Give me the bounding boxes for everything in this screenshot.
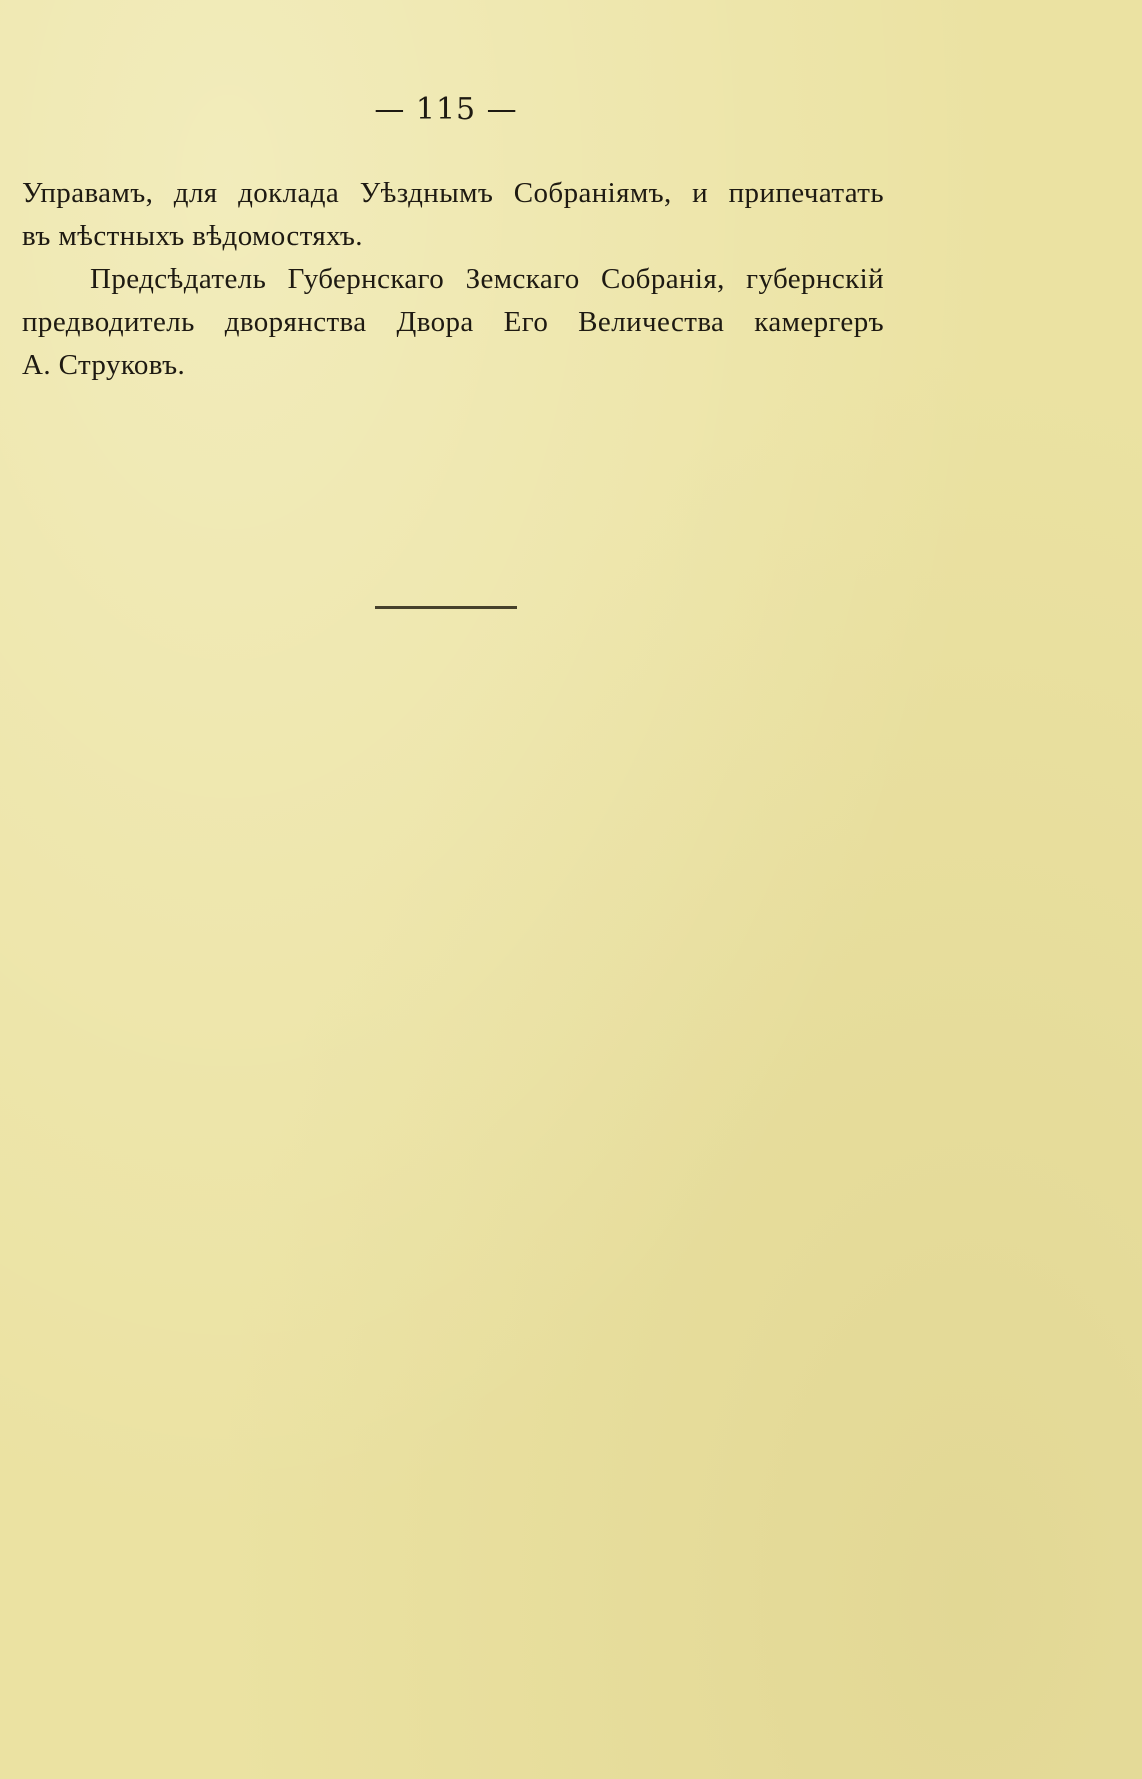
paragraph-1-line-2: въ мѣстныхъ вѣдомостяхъ.: [22, 220, 363, 252]
paragraph-2-line-2: предводитель дворянства Двора Его Величества камергеръ: [22, 306, 884, 338]
page-number: — 115 —: [374, 92, 518, 127]
paragraph-1-line-1: Управамъ, для доклада Уѣзднымъ Собраніямъ, и припечатать: [22, 177, 884, 209]
paragraph-2-line-1: Предсѣдатель Губернскаго Земскаго Собранія, губернскій: [90, 263, 884, 295]
separator-rule: [375, 606, 517, 609]
signature-line: А. Струковъ.: [22, 349, 186, 381]
document-body: [22, 172, 884, 387]
